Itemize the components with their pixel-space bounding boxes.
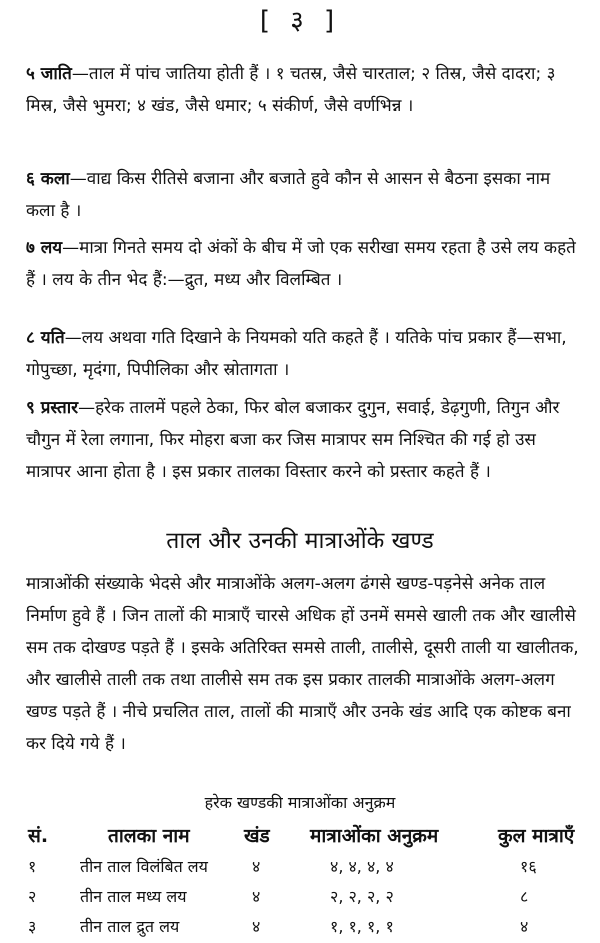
row-khand: ४ <box>252 917 261 936</box>
header-sequence: मात्राओंका अनुक्रम <box>310 825 439 847</box>
table-row <box>0 882 600 912</box>
section-lead: ९ प्रस्तार <box>26 398 79 418</box>
section-lead: ७ लय <box>26 238 63 258</box>
section-heading: ताल और उनकी मात्राओंके खण्ड <box>166 528 434 554</box>
section-yati <box>26 322 582 386</box>
section-lead: ५ जाति <box>26 64 72 84</box>
row-name: तीन ताल विलंबित लय <box>80 857 208 876</box>
row-name: तीन ताल द्रुत लय <box>80 917 180 936</box>
header-khand: खंड <box>244 825 270 847</box>
row-total: १६ <box>520 857 537 876</box>
row-sequence: १, १, १, १ <box>330 917 394 936</box>
table-caption: हरेक खण्डकी मात्राओंका अनुक्रम <box>204 793 396 812</box>
table-row <box>0 852 600 882</box>
section-lead: ६ कला <box>26 169 70 189</box>
row-name: तीन ताल मध्य लय <box>80 887 187 906</box>
section-text: —वाद्य किस रीतिसे बजाना और बजाते हुवे कौन से आसन से बैठना इसका नाम कला है । <box>26 169 551 221</box>
header-total: कुल मात्राएँ <box>498 825 575 847</box>
row-khand: ४ <box>252 887 261 906</box>
row-sequence: २, २, २, २ <box>330 887 394 906</box>
section-prastar <box>26 392 582 488</box>
row-khand: ४ <box>252 857 261 876</box>
row-num: १ <box>28 857 37 876</box>
section-text: —हरेक तालमें पहले ठेका, फिर बोल बजाकर दुगुन, सवाई, डेढ़गुणी, तिगुन और चौगुन में रेला लगाना, फिर मोहरा बजा कर जिस मात्रापर सम निश्चित की गई हो उस मात्रापर आना होता है । इस प्रकार तालका विस्तार करने को प्रस्तार कहते हैं । <box>26 398 560 482</box>
section-text: —ताल में पांच जातिया होती हैं । १ चतस्र, जैसे चारताल; २ तिस्र, जैसे दादरा; ३ मिस्र, जैसे भुमरा; ४ खंड, जैसे धमार; ५ संकीर्ण, जैसे वर्णभिन्न । <box>26 64 556 116</box>
header-name: तालका नाम <box>108 825 190 847</box>
row-num: २ <box>28 887 37 906</box>
section-text: —मात्रा गिनते समय दो अंकों के बीच में जो एक सरीखा समय रहता है उसे लय कहते हैं । लय के तीन भेद हैं:—द्रुत, मध्य और विलम्बित । <box>26 238 576 290</box>
section-kala <box>26 163 582 227</box>
row-sequence: ४, ४, ४, ४ <box>330 857 394 876</box>
tala-table <box>0 820 600 942</box>
table-row <box>0 912 600 942</box>
table-header-row <box>0 820 600 852</box>
row-num: ३ <box>28 917 37 936</box>
section-laya <box>26 232 582 296</box>
body-paragraph: मात्राओंकी संख्याके भेदसे और मात्राओंके अलग-अलग ढंगसे खण्ड-पड़नेसे अनेक ताल निर्माण हुवे हैं । जिन तालों की मात्राएँ चारसे अधिक हों उनमें समसे खाली तक और खालीसे सम तक दोखण्ड पड़ते हैं । इसके अतिरिक्त समसे ताली, तालीसे, दूसरी ताली या खालीतक, और खालीसे ताली तक तथा तालीसे सम तक इस प्रकार तालकी मात्राओंके अलग-अलग खण्ड पड़ते हैं । नीचे प्रचलित ताल, तालों की मात्राएँ और उनके खंड आदि एक कोष्टक बना कर दिये गये हैं । <box>26 574 579 754</box>
row-total: ८ <box>520 887 529 906</box>
section-jati <box>26 58 582 122</box>
page-number: [ ३ ] <box>259 6 341 36</box>
section-lead: ८ यति <box>26 328 65 348</box>
section-text: —लय अथवा गति दिखाने के नियमको यति कहते हैं । यतिके पांच प्रकार हैं—सभा, गोपुच्छा, मृदंगा, पिपीलिका और स्रोतागता । <box>26 328 567 380</box>
header-num: सं. <box>28 825 49 847</box>
row-total: ४ <box>520 917 529 936</box>
